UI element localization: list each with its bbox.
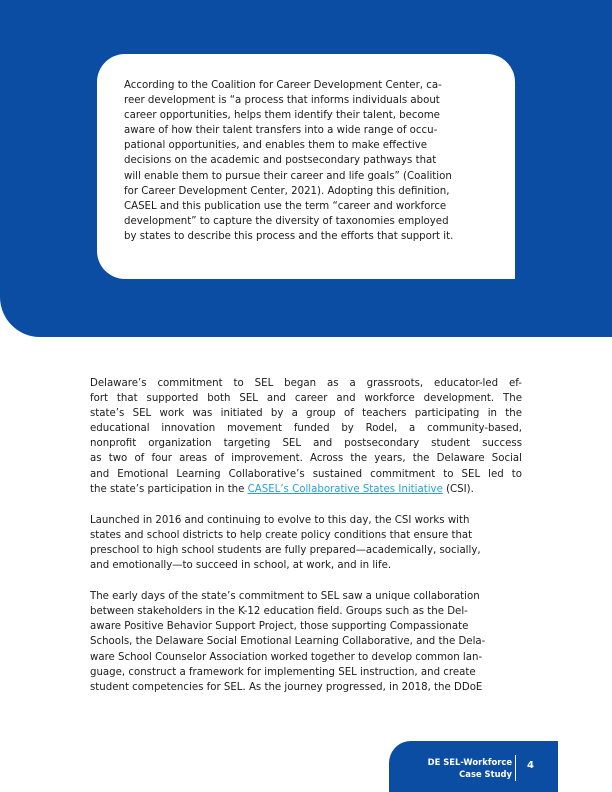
body-line [90, 482, 522, 497]
body-line: student competencies for SEL. As the journey progressed, in 2018, the DDoE [90, 681, 483, 693]
body-line: state’s SEL work was initiated by a group of teachers participating in the [90, 408, 522, 420]
footer-document-title [428, 757, 512, 780]
csi-link[interactable]: CASEL’s Collaborative States Initiative [247, 483, 443, 495]
body-line: The early days of the state’s commitment to SEL saw a unique collaboration [90, 591, 480, 603]
body-line: Delaware’s commitment to SEL began as a grassroots, educator-led ef- [90, 378, 522, 389]
callout-line: by states to describe this process and the efforts that support it. [124, 230, 454, 242]
body-line: nonprofit organization targeting SEL and postsecondary student success [90, 438, 522, 450]
body-line: fort that supported both SEL and career and workforce development. The [90, 393, 522, 405]
body-line: ware School Counselor Association worked together to develop common lan- [90, 651, 483, 663]
footer-divider [515, 755, 516, 781]
footer-title-line: Case Study [459, 768, 512, 779]
callout-line: decisions on the academic and postsecondary pathways that [124, 155, 437, 167]
paragraph-early-days [90, 589, 522, 695]
callout-line: aware of how their talent transfers into a wide range of occu- [124, 125, 438, 137]
body-line: educational innovation movement funded by Rodel, a community-based, [90, 423, 522, 435]
callout-line: development” to capture the diversity of taxonomies employed [124, 215, 449, 227]
callout-line: for Career Development Center, 2021). Adopting this definition, [124, 185, 450, 197]
body-line: aware Positive Behavior Support Project, those supporting Compassionate [90, 621, 469, 633]
body-text [90, 376, 522, 711]
body-line: and Emotional Learning Collaborative’s sustained commitment to SEL led to [90, 468, 522, 480]
paragraph-csi-origins [90, 376, 522, 497]
body-line: as two of four areas of improvement. Across the years, the Delaware Social [90, 453, 522, 465]
body-line: preschool to high school students are fully prepared—academically, socially, [90, 544, 481, 556]
callout-line: will enable them to pursue their career and life goals” (Coalition [124, 170, 452, 182]
body-text-run: (CSI). [442, 483, 474, 495]
body-text-run: the state’s participation in the [90, 483, 248, 495]
definition-callout-box [97, 54, 515, 279]
callout-line: pational opportunities, and enables them to make effective [124, 140, 428, 152]
body-line: Launched in 2016 and continuing to evolve to this day, the CSI works with [90, 514, 470, 526]
body-line: Schools, the Delaware Social Emotional Learning Collaborative, and the Dela- [90, 636, 486, 648]
body-line: and emotionally—to succeed in school, at work, and in life. [90, 560, 392, 572]
footer-tab [389, 741, 558, 792]
paragraph-csi-launch [90, 513, 522, 573]
callout-line: career opportunities, helps them identify their talent, become [124, 110, 440, 122]
footer-title-line: DE SEL-Workforce [427, 757, 512, 767]
callout-line: CASEL and this publication use the term “career and workforce [124, 200, 447, 212]
body-line: guage, construct a framework for implementing SEL instruction, and create [90, 666, 476, 678]
body-line: states and school districts to help create policy conditions that ensure that [90, 529, 473, 541]
body-line: between stakeholders in the K-12 education field. Groups such as the Del- [90, 606, 468, 618]
page-number: 4 [527, 760, 534, 771]
callout-line: According to the Coalition for Career Development Center, ca- [124, 80, 442, 91]
callout-line: reer development is “a process that informs individuals about [124, 95, 440, 107]
